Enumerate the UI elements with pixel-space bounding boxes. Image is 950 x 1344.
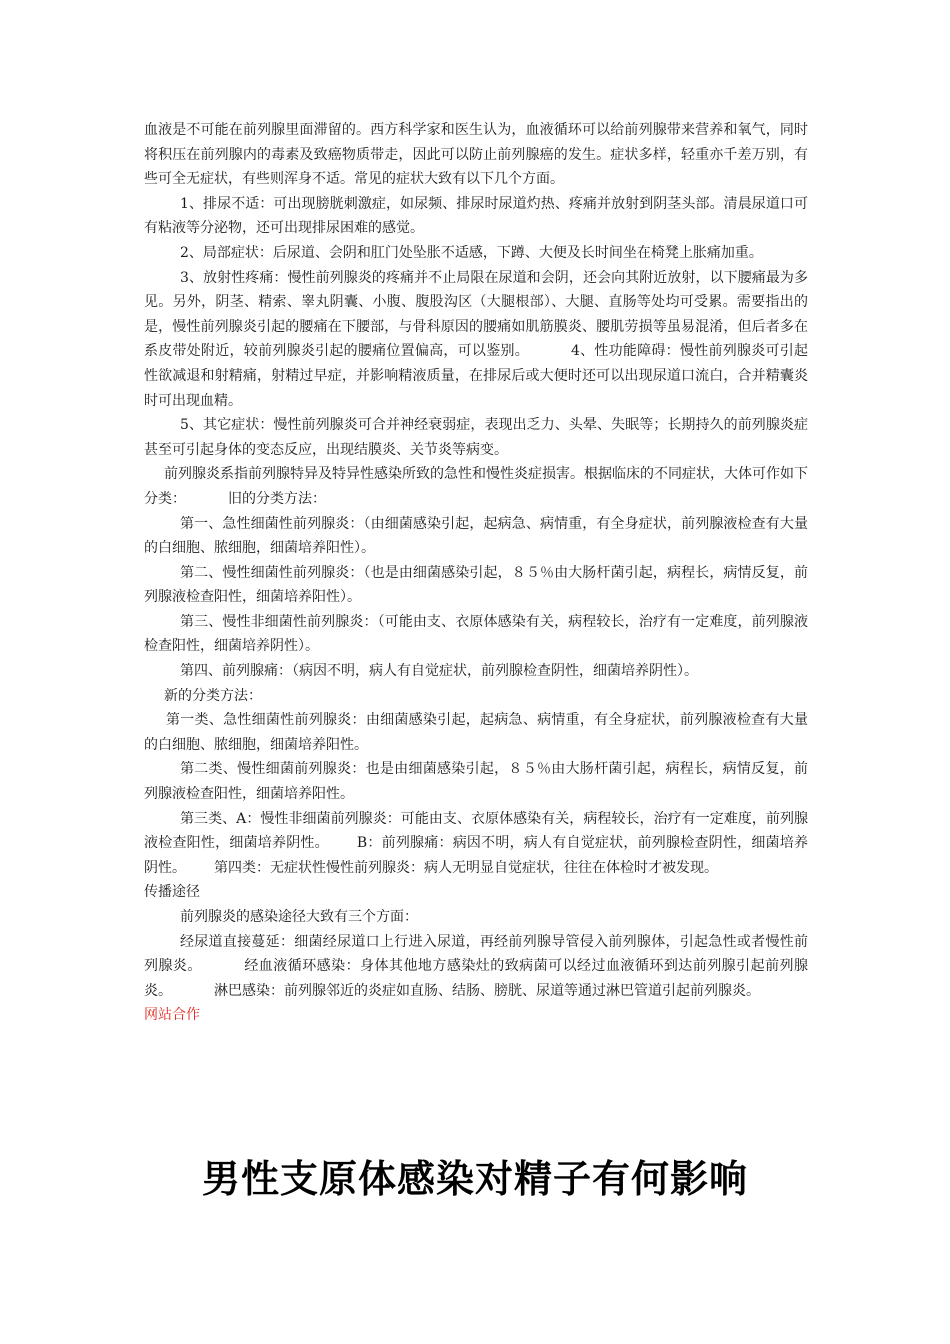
old-classification-title: 旧的分类方法： (228, 490, 326, 507)
article-body (144, 118, 808, 1028)
new-class-3-4 (144, 807, 808, 881)
routes-paragraph (144, 930, 808, 1004)
article-headline: 男性支原体感染对精子有何影响 (201, 1157, 748, 1201)
symptom-3-4 (144, 266, 808, 414)
website-cooperation-link[interactable]: 网站合作 (144, 1007, 200, 1024)
new-class-3b: B：前列腺痛：病因不明，病人有自觉症状，前列腺检查阴性，细菌培养阴性。 (144, 835, 808, 876)
symptom-2: 2、局部症状：后尿道、会阴和肛门处坠胀不适感，下蹲、大便及长时间坐在椅凳上胀痛加重。 (180, 244, 763, 261)
new-class-4: 第四类：无症状性慢性前列腺炎：病人无明显自觉症状，往往在体检时才被发现。 (214, 859, 718, 876)
new-class-1: 第一类、急性细菌性前列腺炎：由细菌感染引起，起病急、病情重，有全身症状，前列腺液检查有大量的白细胞、脓细胞，细菌培养阳性。 (144, 712, 808, 753)
old-class-1: 第一、急性细菌性前列腺炎：（由细菌感染引起，起病急、病情重，有全身症状，前列腺液检查有大量的白细胞、脓细胞，细菌培养阳性）。 (144, 515, 808, 557)
symptom-5: 5、其它症状：慢性前列腺炎可合并神经衰弱症，表现出乏力、头晕、失眠等；长期持久的前列腺炎症甚至可引起身体的变态反应，出现结膜炎、关节炎等病变。 (144, 417, 808, 458)
route-3: 淋巴感染：前列腺邻近的炎症如直肠、结肠、膀胱、尿道等通过淋巴管道引起前列腺炎。 (214, 982, 760, 999)
definition: 前列腺炎系指前列腺特异及特异性感染所致的急性和慢性炎症损害。根据临床的不同症状，大体可作如下分类： (144, 466, 808, 507)
new-class-2: 第二类、慢性细菌前列腺炎：也是由细菌感染引起，８５％由大肠杆菌引起，病程长，病情反复，前列腺液检查阳性，细菌培养阳性。 (144, 761, 808, 803)
route-title: 传播途径 (144, 884, 200, 901)
old-class-2: 第二、慢性细菌性前列腺炎：（也是由细菌感染引起，８５％由大肠杆菌引起，病程长，病情反复，前列腺液检查阳性，细菌培养阳性）。 (144, 564, 808, 606)
old-class-3: 第三、慢性非细菌性前列腺炎：（可能由支、衣原体感染有关，病程较长，治疗有一定难度，前列腺液检查阳性，细菌培养阴性）。 (144, 613, 808, 655)
route-1: 经尿道直接蔓延：细菌经尿道口上行进入尿道，再经前列腺导管侵入前列腺体，引起急性或者慢性前列腺炎。 (144, 933, 808, 975)
new-class-3a: 第三类、A：慢性非细菌前列腺炎：可能由支、衣原体感染有关，病程较长，治疗有一定难度，前列腺液检查阳性，细菌培养阴性。 (144, 810, 808, 852)
symptom-3: 3、放射性疼痛：慢性前列腺炎的疼痛并不止局限在尿道和会阴，还会向其附近放射，以下腰痛最为多见。另外，阴茎、精索、睾丸阴囊、小腹、腹股沟区（大腿根部）、大腿、直肠等处均可受累。需要指出的是，慢性前列腺炎引起的腰痛在下腰部，与骨科原因的腰痛如肌筋膜炎、腰肌劳损等虽易混淆，但后者多在系皮带处附近，较前列腺炎引起的腰痛位置偏高，可以鉴别。 (144, 269, 808, 360)
old-class-4: 第四、前列腺痛：（病因不明，病人有自觉症状，前列腺检查阴性，细菌培养阴性）。 (180, 663, 698, 680)
route-intro: 前列腺炎的感染途径大致有三个方面： (180, 909, 418, 925)
symptom-4: 4、性功能障碍：慢性前列腺炎可引起性欲减退和射精痛，射精过早症，并影响精液质量，在排尿后或大便时还可以出现尿道口流白，合并精囊炎时可出现血精。 (144, 343, 809, 409)
route-2: 经血液循环感染：身体其他地方感染灶的致病菌可以经过血液循环到达前列腺引起前列腺炎。 (144, 958, 809, 999)
intro-paragraph: 血液是不可能在前列腺里面滞留的。西方科学家和医生认为，血液循环可以给前列腺带来营养和氧气，同时将积压在前列腺内的毒素及致癌物质带走，因此可以防止前列腺癌的发生。症状多样，轻重亦千差万别，有些可全无症状，有些则浑身不适。常见的症状大致有以下几个方面。 (144, 122, 808, 188)
new-classification-title: 新的分类方法： (164, 687, 262, 704)
definition-paragraph (144, 462, 808, 511)
symptom-1: 1、排尿不适：可出现膀胱刺激症，如尿频、排尿时尿道灼热、疼痛并放射到阴茎头部。清晨尿道口可有粘液等分泌物，还可出现排尿困难的感觉。 (144, 195, 808, 237)
